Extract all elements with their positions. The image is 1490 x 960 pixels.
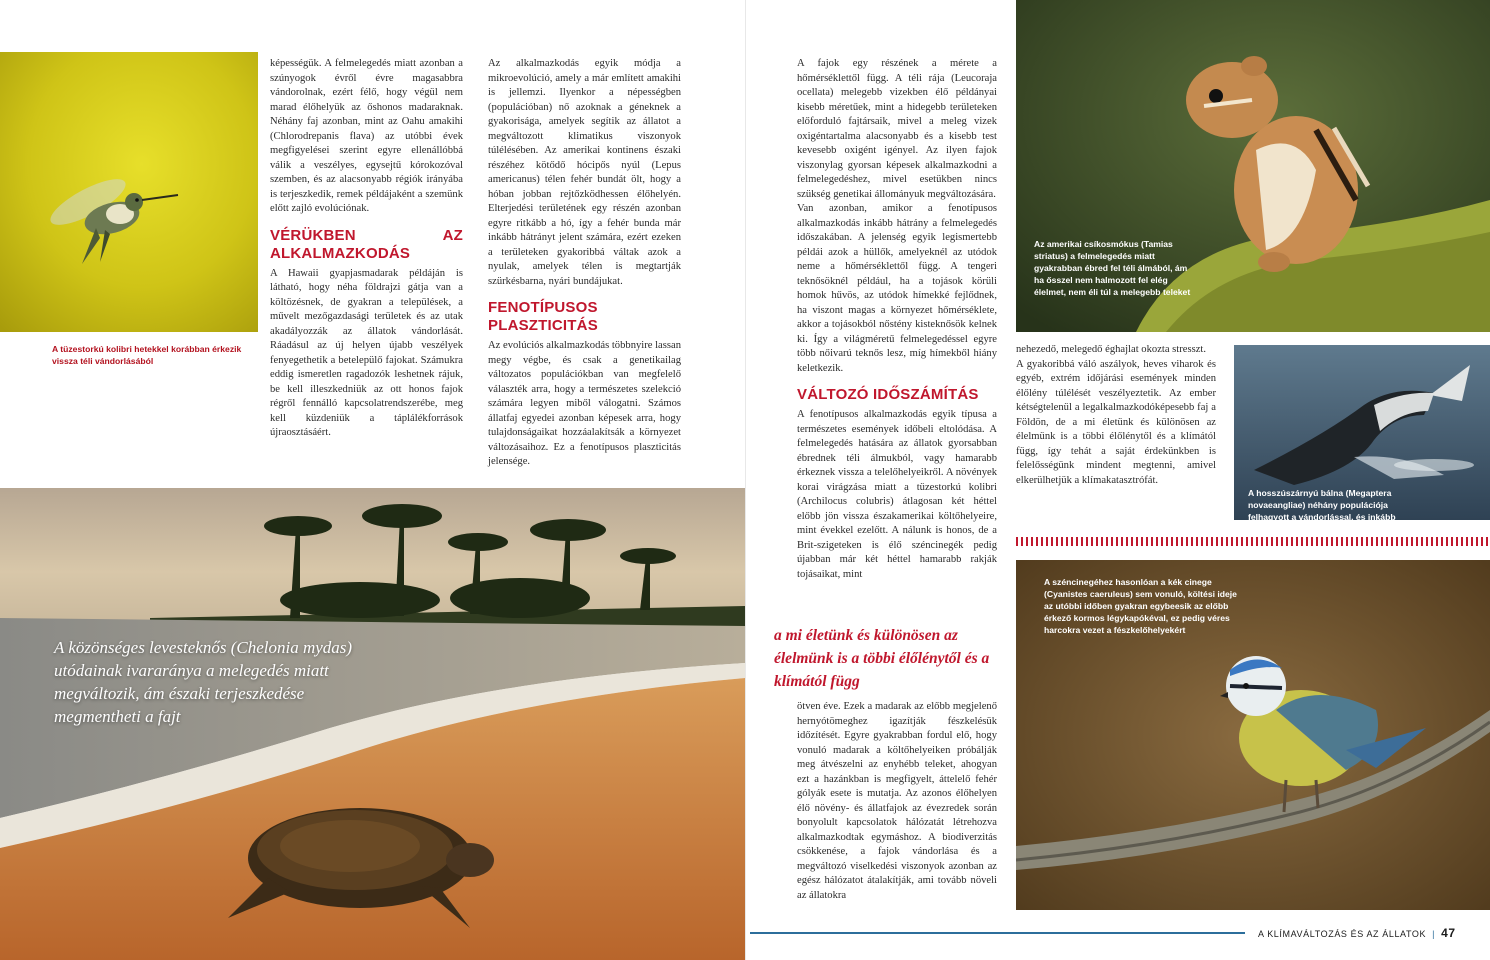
paragraph: Az evolúciós alkalmazkodás többnyire lassan megy végbe, és csak a genetikailag változatos populációkban van megfelelő választék arra, hogy a természetes szelekció számára legyen miből válogatni. Számos állatfaj egyedei azonban képesek arra, hogy tulajdonságaikat hozzáalakítsák a környezet változásaihoz. Ez a fenotípusos plaszticitás jelensége. xyxy=(488,340,681,467)
paragraph: ötven éve. Ezek a madarak az előbb megjelenő hernyótömeghez igazítják fészkelésük időzítését. Egyre gyakrabban fordul elő, hogy vonuló madarak a költőhelyeiken próbálják meg átvészelni az enyhébb teleket, ahogyan ezt a hazánkban is megfigyelt, áttelelő fehér gólyák esete is mutatja. Az azonos élőhelyen élő növény- és állatfajok az évezredek során bonyolult kapcsolatok hálózatát létrehozva alkalmazkodtak egymáshoz. A biodiverzitás csökkenése, a fajok vándorlása és a megváltozó viselkedési viszonyok azonban az egész hálózatot átalakítják, ami tovább növeli az állatokra xyxy=(797,701,997,901)
paragraph: nehezedő, melegedő éghajlat okozta stresszt. xyxy=(1016,344,1207,355)
paragraph: képességük. A felmelegedés miatt azonban a szúnyogok évről évre magasabbra vándorolnak, ezért félő, hogy végül nem marad élőhelyük az őshonos madaraknak. Néhány faj azonban, mint az Oahu amakihi (Chlorodrepanis flava) az utóbbi évek megfigyelései szerint egyre ellenállóbbá válik a veszélyes, egysejtű kórokozóval szemben, és az alacsonyabb régiók irányába is terjeszkedik, remek példájaként a szemünk előtt zajló evolúciónak. xyxy=(270,58,463,214)
paragraph: Az alkalmazkodás egyik módja a mikroevolúció, amely a már említett amakihi is jellemzi. Ilyenkor a népességben (populációban) nő azoknak a géneknek a gyakorisága, amelyek segítik az állatot a megváltozott klimatikus viszonyok túlélésében. Az amerikai kontinens északi részéhez kötődő hócipős nyúl (Lepus americanus) télen fehér bundát ölt, hogy a hóban jobban rejtőzködhessen élőhelyén. Elterjedési területének egy részén azonban egyre ritkább a hó, így a fehér bunda már inkább hátrányt jelent számára, ezért ezeken a területeken gyakoribbá váltak azok a nyulak, amelyek télen is megtartják szürkésbarna, nyári bundájukat. xyxy=(488,58,681,287)
running-footer xyxy=(1258,926,1456,940)
paragraph: A Hawaii gyapjasmadarak példáján is látható, hogy néha földrajzi gátja van a költözésnek, de gyakran a települések, a művelt mezőgazdasági területek és az utak akadályozzák az állatok vándorlását. Ráadásul az új helyen újabb veszélyek fenyegethetik a betelepülő fajokat. Számukra eddig ismeretlen ragadozók leshetnek rájuk, be kell illeszkedniük az ott honos fajok régről fennálló kapcsolatrendszerébe, meg kell küzdeniük a táplálékforrások újraosztásáért. xyxy=(270,267,463,438)
footer-rule xyxy=(750,932,1245,934)
paragraph: A fenotípusos alkalmazkodás egyik típusa a természetes események időbeli eltolódása. A felmelegedés hatására az állatok gyorsabban ébrednek téli álmukból, vagy hamarabb érkeznek vissza a telelőhelyeikről. A növények korai virágzása miatt a tüzestorkú kolibri (Archilocus colubris) átlagosan két héttel előbb jön vissza északamerikai költőhelyeire, mint évekkel ezelőtt. A nálunk is honos, de a Brit-szigeteken is élő széncinegék pedig újabban már két héttel hamarabb rakják tojásaikat, mint xyxy=(797,409,997,580)
footer-separator: | xyxy=(1432,929,1436,939)
blue-tit-caption: A széncinegéhez hasonlóan a kék cinege (Cyanistes caeruleus) sem vonuló, költési ideje az utóbbi időben gyakran egybeesik az előbb érkező kormos légykapókéval, ez pedig véres harcokra vezet a fészkelőhelyekért xyxy=(1044,577,1237,635)
section-heading: FENOTÍPUSOS PLASZTICITÁS xyxy=(488,299,598,334)
text-column-4 xyxy=(1016,343,1216,488)
paragraph: Van azonban, amikor a fenotípusos alkalmazkodás inkább hátrány a felmelegedés időszakában. A jelenség egyik legismertebb példái azok a hüllők, amelyeknél az utódok neme a hőmérséklettől függ. A tengeri teknősöknél például, ha a tojások körüli homok hűvös, az utódok hímekké fejlődnek, ha viszont magas a környezet hőmérséklete, akkor a tojásokból nőstény kisteknősök kelnek ki. Így a világméretű felmelegedéssel egyre több nőivarú teknős lesz, míg hímekből hiány keletkezik. xyxy=(797,203,997,374)
section-heading: VÉRÜKBEN AZ ALKALMAZKODÁS xyxy=(270,226,463,262)
whale-caption: A hosszúszárnyú bálna (Megaptera novaeangliae) néhány populációja felhagyott a vándorlással, és inkább áttelel az északi vizekben xyxy=(1248,488,1396,534)
turtle-caption: A közönséges levesteknős (Chelonia mydas) utódainak ivararánya a melegedés miatt megváltozik, ám északi terjeszkedése megmentheti a fajt xyxy=(54,638,353,726)
chipmunk-caption: Az amerikai csíkosmókus (Tamias striatus) a felmelegedés miatt gyakrabban ébred fel téli álmából, ám ha ősszel nem halmozott fel elég élelmet, nem éli túl a melegebb teleket xyxy=(1034,239,1191,297)
paragraph: A gyakoribbá váló aszályok, heves viharok és egyéb, extrém időjárási események minden élőlény túlélését veszélyeztetik. Az ember kétségtelenül a legalkalmazkodóképesebb faj a Földön, de a mi életünk és különösen az élelmünk is a többi élőlénytől és a klímától függ, így tehát a saját érdekünkben is felelősségünk mindent megtenni, amivel elkerülhetjük a klímakatasztrófát. xyxy=(1016,358,1216,486)
text-column-2 xyxy=(488,57,681,470)
section-heading: VÁLTOZÓ IDŐSZÁMÍTÁS xyxy=(797,386,979,403)
pull-quote: a mi életünk és különösen az élelmünk is a többi élőlénytől és a klímától függ xyxy=(774,627,990,690)
text-column-1 xyxy=(270,57,463,441)
hummingbird-caption: A tüzestorkú kolibri hetekkel korábban érkezik vissza téli vándorlásából xyxy=(52,344,242,366)
page-gutter xyxy=(745,0,746,960)
page-number: 47 xyxy=(1441,926,1456,940)
paragraph: A fajok egy részének a mérete a hőmérséklettől függ. A téli rája (Leucoraja ocellata) melegebb vizekben élő példányai kisebb méretűek, mint a hidegebb területeken előforduló fajtársaik, mivel a meleg vizek oxigéntartalma alacsonyabb és a kisebb test kevesebb oxigént igényel. Az ilyen fajok viszonylag gyorsan képesek alkalmazkodni a felmelegedéshez, mivel esetükben nincs szükség genetikai állományuk megváltozására. xyxy=(797,58,997,200)
decorative-tick-strip xyxy=(1016,537,1490,546)
text-column-3 xyxy=(797,57,997,582)
hummingbird-photo xyxy=(0,52,258,332)
footer-section-title: A KLÍMAVÁLTOZÁS ÉS AZ ÁLLATOK xyxy=(1258,929,1427,939)
text-column-3-continued xyxy=(797,700,997,903)
